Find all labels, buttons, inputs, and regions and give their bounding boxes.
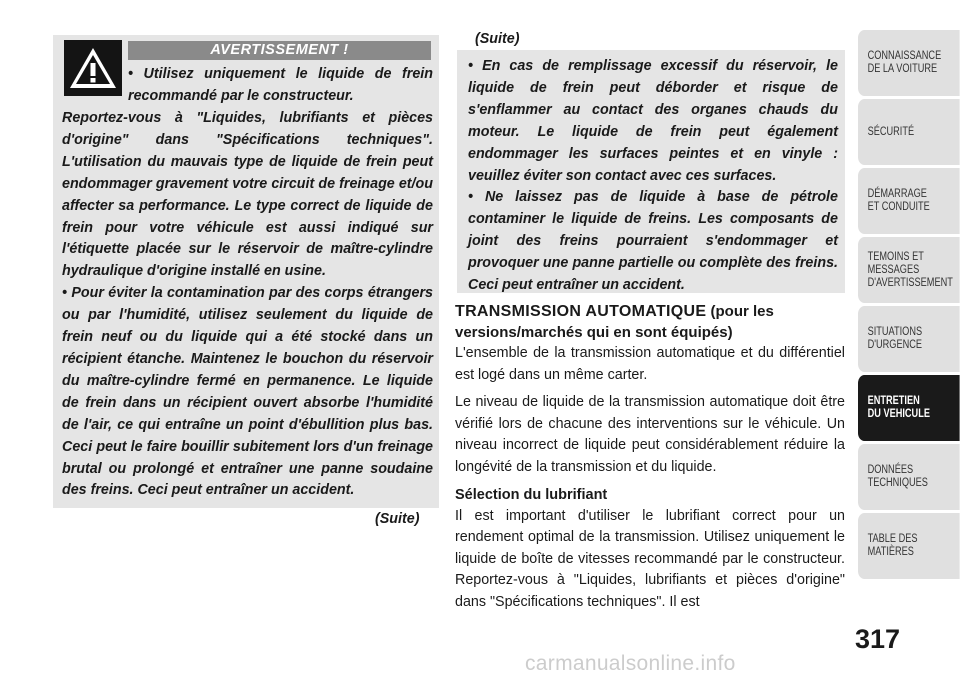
warning-bullet-1-continuation: Reportez-vous à "Liquides, lubrifiants et pièces d'origine" dans "Spécifications techniques". L'utilisation du mauvais type de liquide de frein peut endommager gravement votre circuit de freinage et/ou affecter sa performance. Le type correct de liquide de frein pour votre véhicule est aussi indiqué sur l'étiquette placée sur le réservoir de maître-cylindre hydraulique d'origine installé en usine. [62, 110, 433, 280]
tab-table[interactable] [858, 513, 960, 579]
tab-label-line: SITUATIONS [867, 326, 923, 338]
tab-label-line: SÉCURITÉ [867, 125, 915, 138]
warning-bullet-2: • Pour éviter la contamination par des corps étrangers ou par l'humidité, utilisez seulement du liquide de frein neuf ou du liquide qui a été stocké dans un récipient étanche. Maintenez le bouchon du réservoir du maître-cylindre fermé en permanence. Le liquide de frein dans un récipient ouvert absorbe l'humidité de l'air, ce qui entraîne un point d'ébullition plus bas. Ceci peut le faire bouillir subitement lors d'un freinage brutal ou prolongé et entraîner une panne soudaine des freins. Ceci peut entraîner un accident. [62, 285, 433, 499]
tab-label-line: TEMOINS ET [867, 250, 924, 263]
tab-securite[interactable] [858, 99, 960, 165]
section-heading-rest: (pour les versions/marchés qui en sont équipés) [455, 303, 774, 341]
tab-label-line: MATIÈRES [867, 546, 914, 558]
tab-label-line: D'URGENCE [867, 339, 923, 351]
warning-body [62, 108, 433, 502]
tab-label-line: D'AVERTISSEMENT [867, 276, 953, 289]
tab-label-line: ET CONDUITE [867, 201, 930, 213]
warning-title: AVERTISSEMENT ! [128, 41, 431, 60]
watermark: carmanualsonline.info [525, 652, 736, 675]
suite-label-top: (Suite) [475, 31, 520, 47]
warning-bullet-1: • Utilisez uniquement le liquide de frein recommandé par le constructeur. [128, 66, 433, 104]
section-heading-main: TRANSMISSION AUTOMATIQUE [455, 303, 707, 320]
warning-continued-bullet-1: • En cas de remplissage excessif du réservoir, le liquide de frein peut déborder et risque de s'enflammer au contact des organes chauds du moteur. Le liquide de frein peut également endommager les surfaces peintes et en vinyle : veuillez éviter son contact avec ces surfaces. [468, 58, 838, 184]
warning-triangle-icon [64, 40, 122, 96]
paragraph-2: Le niveau de liquide de la transmission automatique doit être vérifié lors de chacune des interventions sur le véhicule. Un niveau incorrect de liquide peut considérablement réduire la longévité de la transmission et du liquide. [455, 394, 845, 475]
suite-label-bottom: (Suite) [375, 511, 420, 527]
tab-label-line: ENTRETIEN [867, 395, 920, 407]
tab-situations[interactable] [858, 306, 960, 372]
tab-temoins[interactable] [858, 237, 960, 303]
section-body [455, 301, 845, 614]
tab-entretien[interactable] [858, 375, 960, 441]
tab-label-line: DÉMARRAGE [867, 188, 927, 200]
chapter-tabs [858, 30, 960, 582]
tab-label-line: CONNAISSANCE [867, 50, 942, 62]
paragraph-3: Il est important d'utiliser le lubrifiant correct pour un rendement optimal de la transmission. Utilisez uniquement le liquide de boîte de vitesses recommandé par le constructeur. Reportez-vous à "Liquides, lubrifiants et pièces d'origine" dans "Spécifications techniques". Il est [455, 507, 845, 610]
tab-donnees[interactable] [858, 444, 960, 510]
tab-label-line: DE LA VOITURE [867, 63, 938, 75]
tab-label-line: TABLE DES [867, 533, 918, 545]
subheading-lubricant: Sélection du lubrifiant [455, 486, 608, 503]
tab-label-line: TECHNIQUES [867, 477, 928, 489]
tab-connaissance[interactable] [858, 30, 960, 96]
tab-label-line: MESSAGES [867, 263, 920, 276]
paragraph-1: L'ensemble de la transmission automatique et du différentiel est logé dans un même carter. [455, 345, 845, 383]
section-heading [455, 301, 845, 343]
page-number: 317 [855, 624, 901, 654]
warning-continued-bullet-2: • Ne laissez pas de liquide à base de pétrole contaminer le liquide de freins. Les composants de joint des freins pourraient s'endommager et provoquer une panne partielle ou complète des freins. Ceci peut entraîner un accident. [468, 189, 838, 294]
warning-continued-body [468, 56, 838, 297]
tab-demarrage[interactable] [858, 168, 960, 234]
tab-label-line: DU VEHICULE [867, 408, 930, 420]
tab-label-line: DONNÉES [867, 464, 914, 476]
